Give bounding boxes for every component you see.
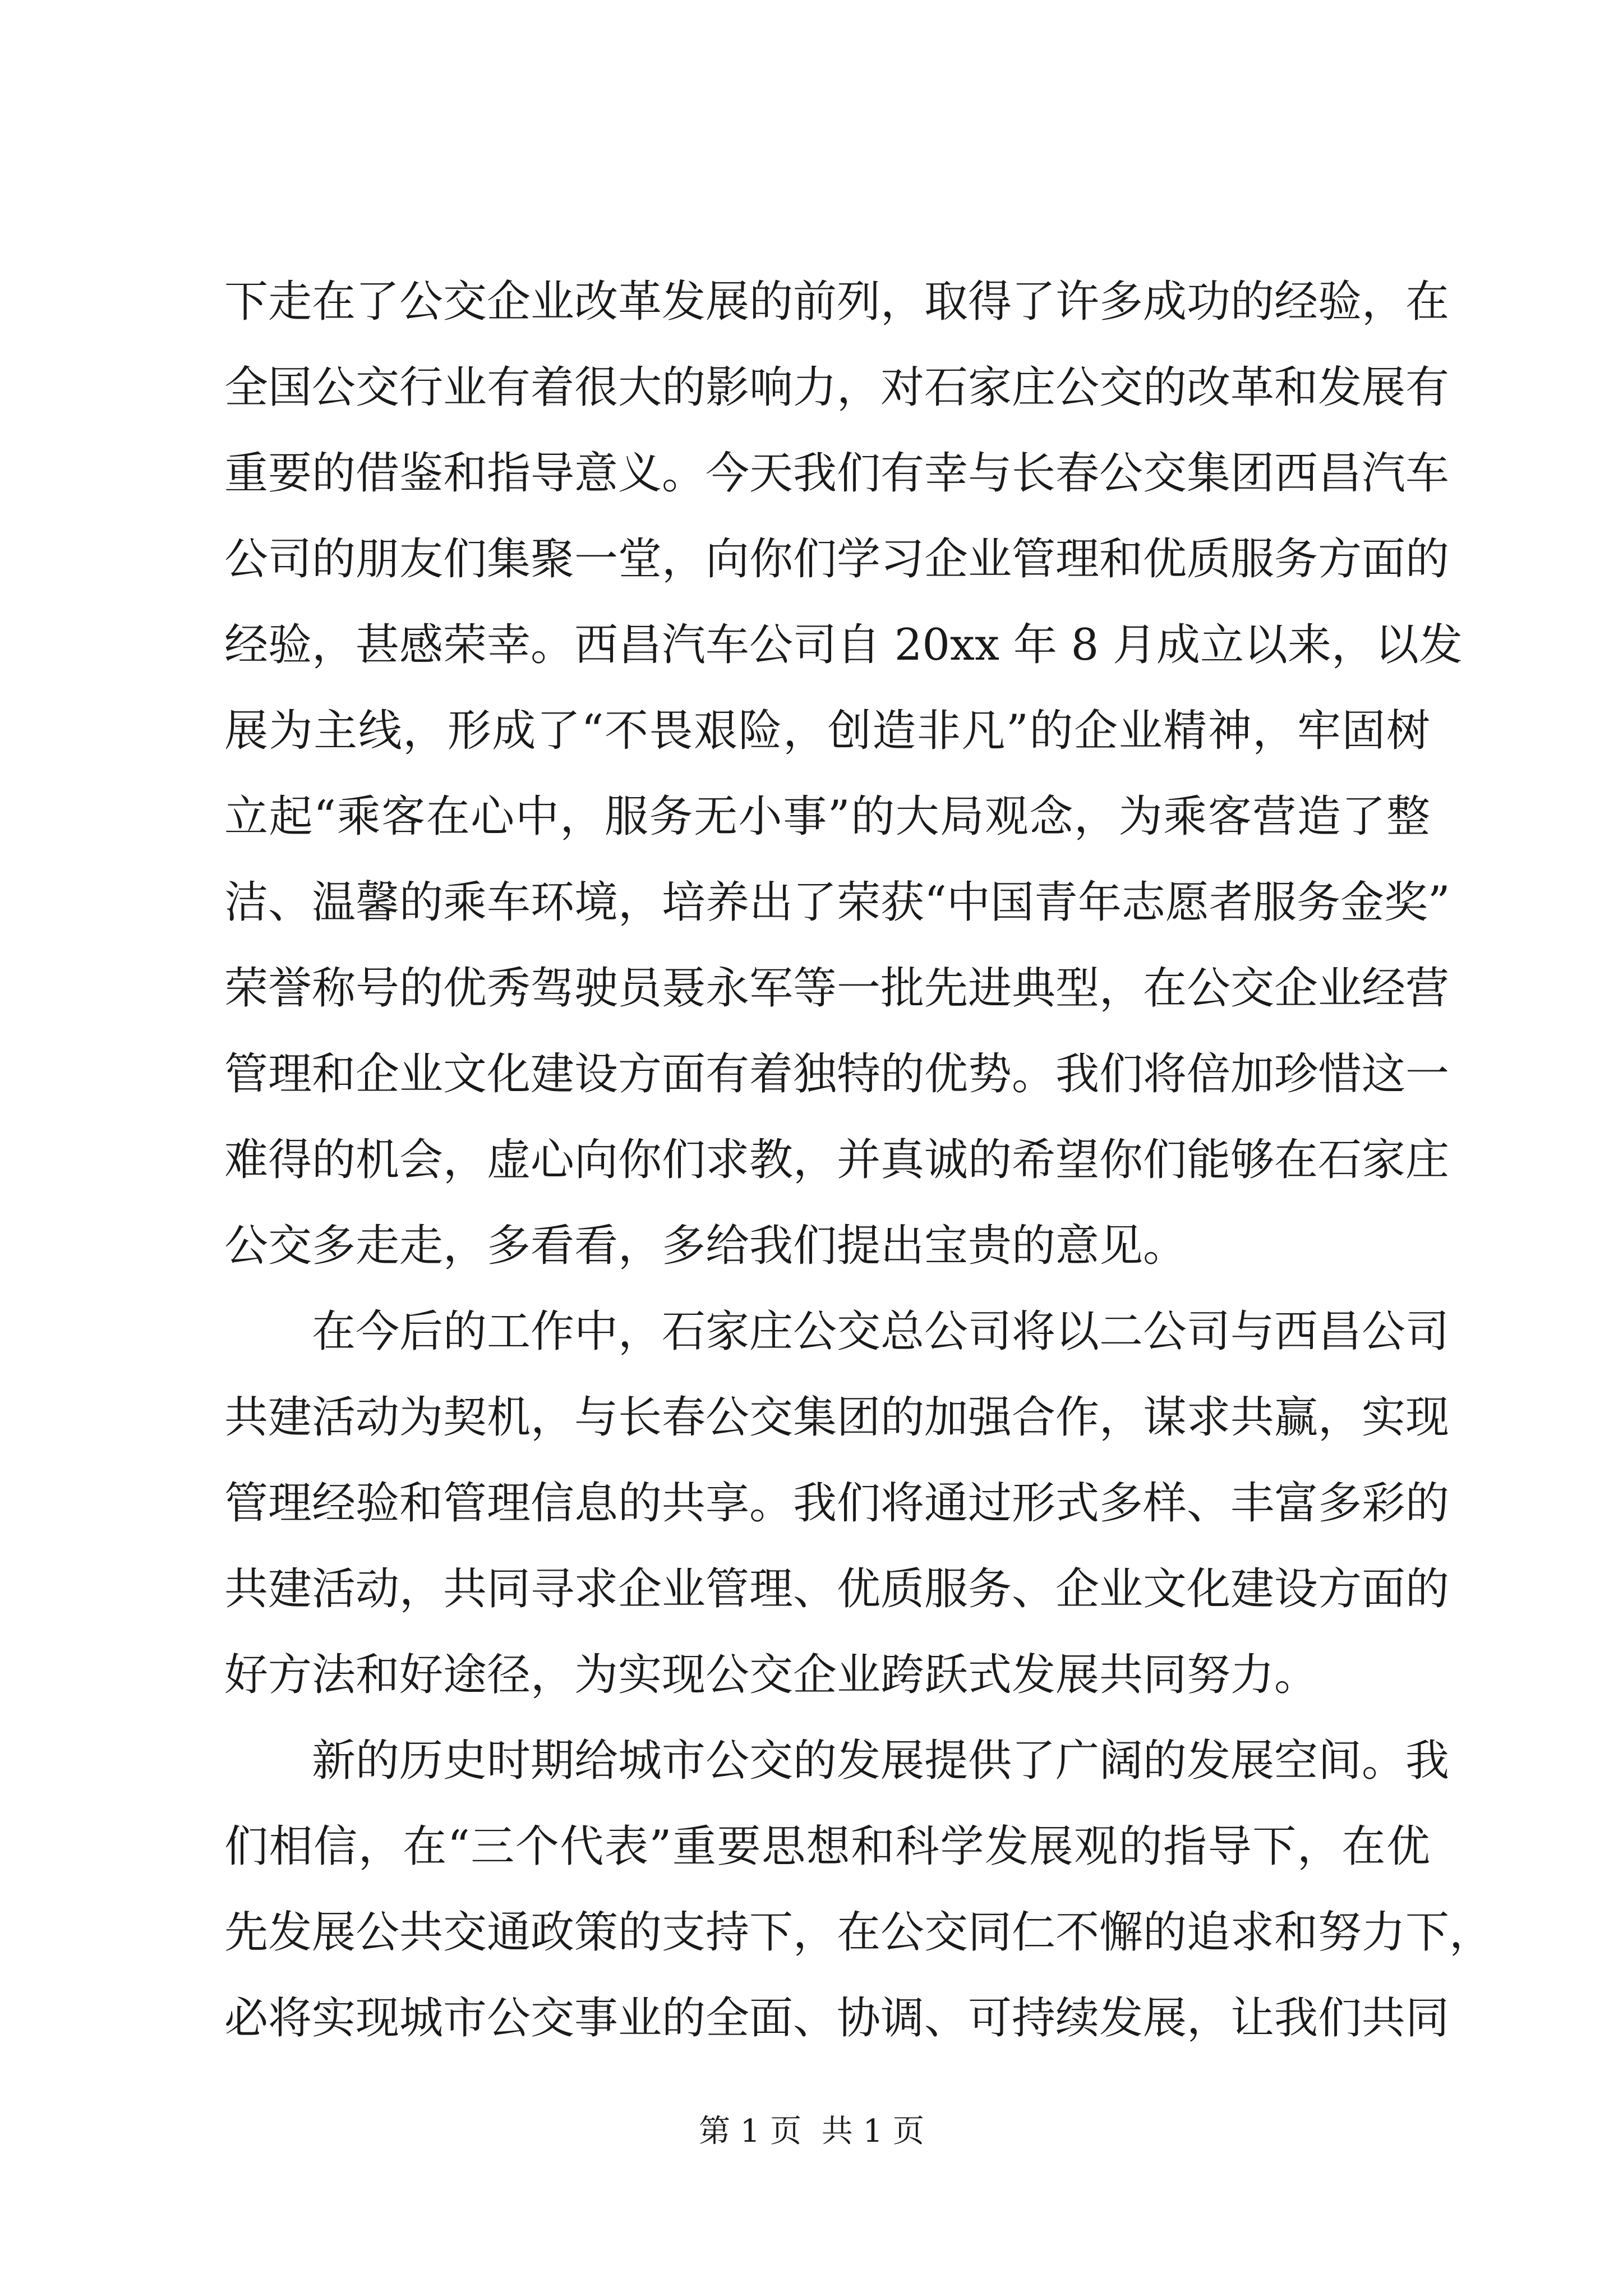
text-line: 经验，甚感荣幸。西昌汽车公司自 20xx 年 8 月成立以来，以发 (224, 620, 1463, 670)
text-line: 必将实现城市公交事业的全面、协调、可持续发展，让我们共同 (224, 1993, 1450, 2044)
page-number-label: 第 1 页 共 1 页 (698, 2113, 925, 2150)
text-line: 管理和企业文化建设方面有着独特的优势。我们将倍加珍惜这一 (224, 1049, 1450, 1099)
paragraph-start-line: 新的历史时期给城市公交的发展提供了广阔的发展空间。我 (312, 1736, 1450, 1786)
text-line: 展为主线，形成了“不畏艰险，创造非凡”的企业精神，牢固树 (224, 706, 1430, 756)
text-line: 荣誉称号的优秀驾驶员聂永军等一批先进典型，在公交企业经营 (224, 963, 1450, 1014)
body-text (224, 259, 1493, 2062)
page-footer (0, 2109, 1623, 2154)
text-line: 全国公交行业有着很大的影响力，对石家庄公交的改革和发展有 (224, 362, 1450, 413)
text-line: 立起“乘客在心中，服务无小事”的大局观念，为乘客营造了整 (224, 792, 1430, 842)
text-line: 难得的机会，虚心向你们求教，并真诚的希望你们能够在石家庄 (224, 1135, 1450, 1185)
text-line: 重要的借鉴和指导意义。今天我们有幸与长春公交集团西昌汽车 (224, 448, 1450, 499)
text-line: 下走在了公交企业改革发展的前列，取得了许多成功的经验，在 (224, 277, 1450, 327)
text-line: 先发展公共交通政策的支持下，在公交同仁不懈的追求和努力下， (224, 1907, 1493, 1958)
text-line: 公司的朋友们集聚一堂，向你们学习企业管理和优质服务方面的 (224, 534, 1450, 585)
text-line: 管理经验和管理信息的共享。我们将通过形式多样、丰富多彩的 (224, 1478, 1450, 1529)
paragraph-end-line: 好方法和好途径，为实现公交企业跨跃式发展共同努力。 (224, 1650, 1318, 1700)
text-line: 们相信，在“三个代表”重要思想和科学发展观的指导下，在优 (224, 1821, 1430, 1872)
paragraph-end-line: 公交多走走，多看看，多给我们提出宝贵的意见。 (224, 1221, 1187, 1271)
text-line: 洁、温馨的乘车环境，培养出了荣获“中国青年志愿者服务金奖” (224, 877, 1450, 928)
text-line: 共建活动为契机，与长春公交集团的加强合作，谋求共赢，实现 (224, 1392, 1450, 1443)
text-line: 共建活动，共同寻求企业管理、优质服务、企业文化建设方面的 (224, 1564, 1450, 1614)
paragraph-start-line: 在今后的工作中，石家庄公交总公司将以二公司与西昌公司 (312, 1306, 1450, 1357)
